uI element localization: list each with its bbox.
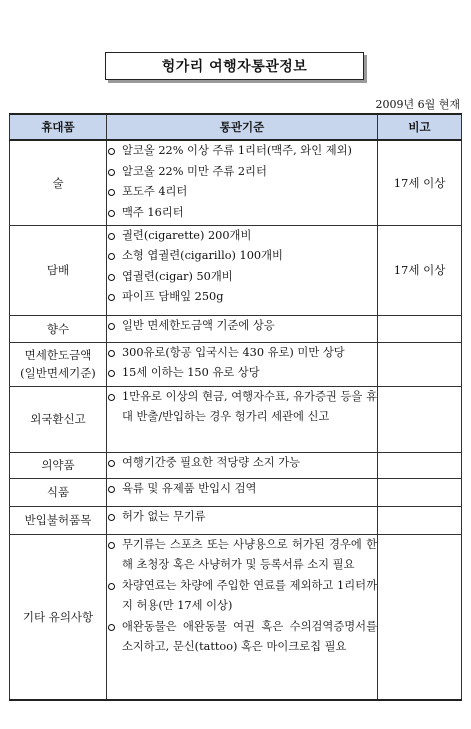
row-rules: [107, 140, 378, 225]
category-label: 외국환신고: [30, 412, 86, 426]
row-rules: [107, 342, 378, 386]
header-rules: 통관기준: [107, 114, 378, 140]
row-rules: [107, 478, 378, 506]
category-label: 술: [52, 175, 64, 190]
rule-item: 궐련(cigarette) 200개비: [107, 226, 377, 247]
row-note: [378, 452, 462, 478]
table-row: [10, 140, 462, 225]
row-note: [378, 315, 462, 342]
category-label: 의약품: [41, 458, 75, 472]
row-note: [378, 506, 462, 534]
row-rules: [107, 506, 378, 534]
rule-item: 포도주 4리터: [107, 182, 377, 203]
table-header-row: [10, 114, 462, 140]
row-category: [10, 452, 107, 478]
header-note: 비고: [378, 114, 462, 140]
header-item: 휴대품: [10, 114, 107, 140]
row-category: [10, 225, 107, 315]
category-label: 기타 유의사항: [22, 609, 94, 624]
rule-item: 맥주 16리터: [107, 203, 377, 224]
rule-item: 애완동물은 애완동물 여권 혹은 수의검역증명서를 소지하고, 문신(tattoo) 혹은 마이크로칩 필요: [107, 617, 377, 658]
table-row: [10, 506, 462, 534]
row-note: 17세 이상: [378, 225, 462, 315]
row-category: [10, 478, 107, 506]
row-category: [10, 386, 107, 452]
row-note: [378, 386, 462, 452]
rule-item: 1만유로 이상의 현금, 여행자수표, 유가증권 등을 휴대 반출/반입하는 경우 헝가리 세관에 신고: [107, 387, 377, 428]
rule-item: 알코올 22% 이상 주류 1리터(맥주, 와인 제외): [107, 141, 377, 162]
rule-item: 엽궐련(cigar) 50개비: [107, 267, 377, 288]
table-row: [10, 478, 462, 506]
rule-item: 300유로(항공 입국시는 430 유로) 미만 상당: [107, 343, 377, 364]
rule-item: 차량연료는 차량에 주입한 연료를 제외하고 1리터까지 허용(만 17세 이상): [107, 576, 377, 617]
document-title: 헝가리 여행자통관정보: [105, 52, 364, 80]
category-label: 식품: [46, 485, 70, 499]
row-rules: [107, 386, 378, 452]
rule-item: 소형 엽궐련(cigarillo) 100개비: [107, 246, 377, 267]
table-row: [10, 534, 462, 700]
table-row: [10, 386, 462, 452]
row-rules: [107, 452, 378, 478]
row-note: [378, 342, 462, 386]
date-label: 2009년 6월 현재: [375, 98, 460, 111]
row-rules: [107, 315, 378, 342]
row-category: [10, 342, 107, 386]
row-category: [10, 534, 107, 700]
rule-item: 허가 없는 무기류: [107, 507, 377, 528]
row-note: [378, 534, 462, 700]
category-label: 반입불허품목: [24, 513, 92, 527]
row-category: [10, 140, 107, 225]
row-rules: [107, 225, 378, 315]
category-label: (일반면세기준): [20, 366, 96, 380]
table-row: [10, 342, 462, 386]
row-rules: [107, 534, 378, 700]
rule-item: 파이프 담배잎 250g: [107, 287, 377, 308]
customs-table: [9, 113, 462, 701]
rule-item: 여행기간중 필요한 적당량 소지 가능: [107, 453, 377, 474]
row-category: [10, 315, 107, 342]
row-note: 17세 이상: [378, 140, 462, 225]
rule-item: 일반 면세한도금액 기준에 상응: [107, 316, 377, 337]
table-row: [10, 315, 462, 342]
table-row: [10, 452, 462, 478]
rule-item: 육류 및 유제품 반입시 검역: [107, 479, 377, 500]
rule-item: 알코올 22% 미만 주류 2리터: [107, 162, 377, 183]
row-note: [378, 478, 462, 506]
row-category: [10, 506, 107, 534]
category-label: 담배: [46, 263, 70, 277]
table-row: [10, 225, 462, 315]
rule-item: 15세 이하는 150 유로 상당: [107, 363, 377, 384]
category-label: 면세한도금액: [24, 348, 92, 362]
category-label: 향수: [46, 321, 70, 336]
rule-item: 무기류는 스포츠 또는 사냥용으로 허가된 경우에 한해 초청장 혹은 사냥허가 및 등록서류 소지 필요: [107, 535, 377, 576]
